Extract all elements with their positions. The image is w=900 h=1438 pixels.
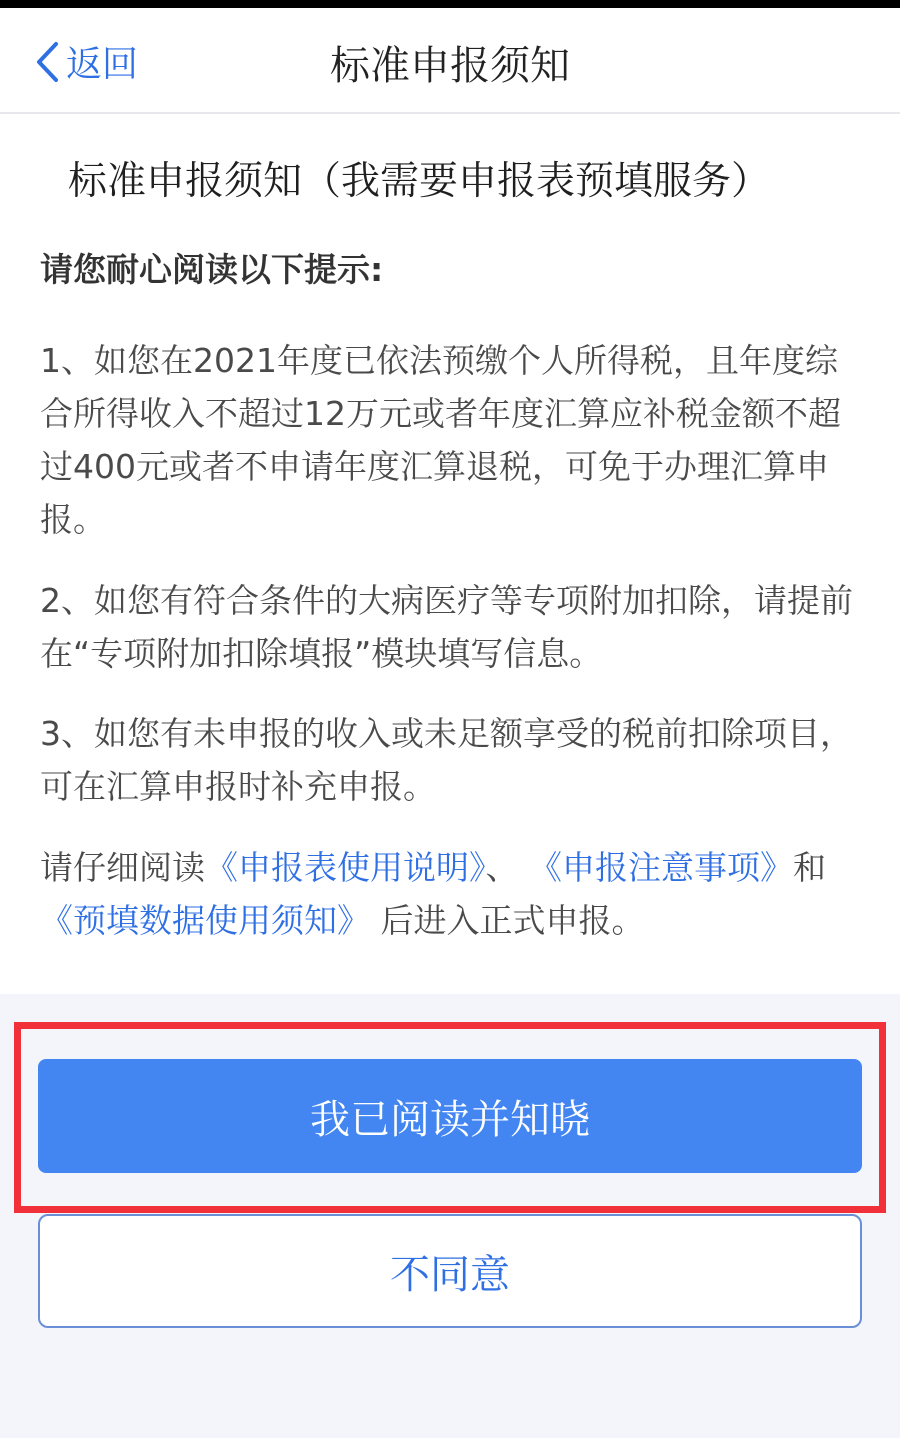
nav-bar	[0, 8, 900, 114]
disagree-button[interactable]: 不同意	[38, 1214, 862, 1328]
status-bar-edge	[0, 0, 900, 8]
closing-paragraph	[40, 841, 860, 947]
notice-content	[0, 114, 900, 994]
link-form-instructions[interactable]: 《申报表使用说明》	[205, 848, 486, 887]
link-filing-notes[interactable]: 《申报注意事项》	[529, 848, 793, 887]
page-title: 标准申报须知	[330, 43, 570, 89]
closing-separator-2: 和	[793, 848, 826, 887]
link-prefill-data-notice[interactable]: 《预填数据使用须知》	[40, 901, 370, 940]
document-title: 标准申报须知（我需要申报表预填服务）	[68, 159, 771, 204]
notice-item-1: 1、如您在2021年度已依法预缴个人所得税，且年度综合所得收入不超过12万元或者年度汇算应补税金额不超过400元或者不申请年度汇算退税，可免于办理汇算申报。	[40, 341, 841, 539]
notice-item-2: 2、如您有符合条件的大病医疗等专项附加扣除，请提前在“专项附加扣除填报”模块填写信息。	[40, 581, 853, 673]
hint-heading: 请您耐心阅读以下提示:	[40, 250, 384, 289]
closing-separator-1: 、	[485, 848, 519, 887]
agree-button[interactable]: 我已阅读并知晓	[38, 1059, 862, 1173]
closing-prefix: 请仔细阅读	[40, 848, 205, 887]
back-label: 返回	[66, 44, 139, 85]
closing-suffix: 后进入正式申报。	[380, 901, 645, 940]
notice-item-3: 3、如您有未申报的收入或未足额享受的税前扣除项目，可在汇算申报时补充申报。	[40, 714, 853, 806]
